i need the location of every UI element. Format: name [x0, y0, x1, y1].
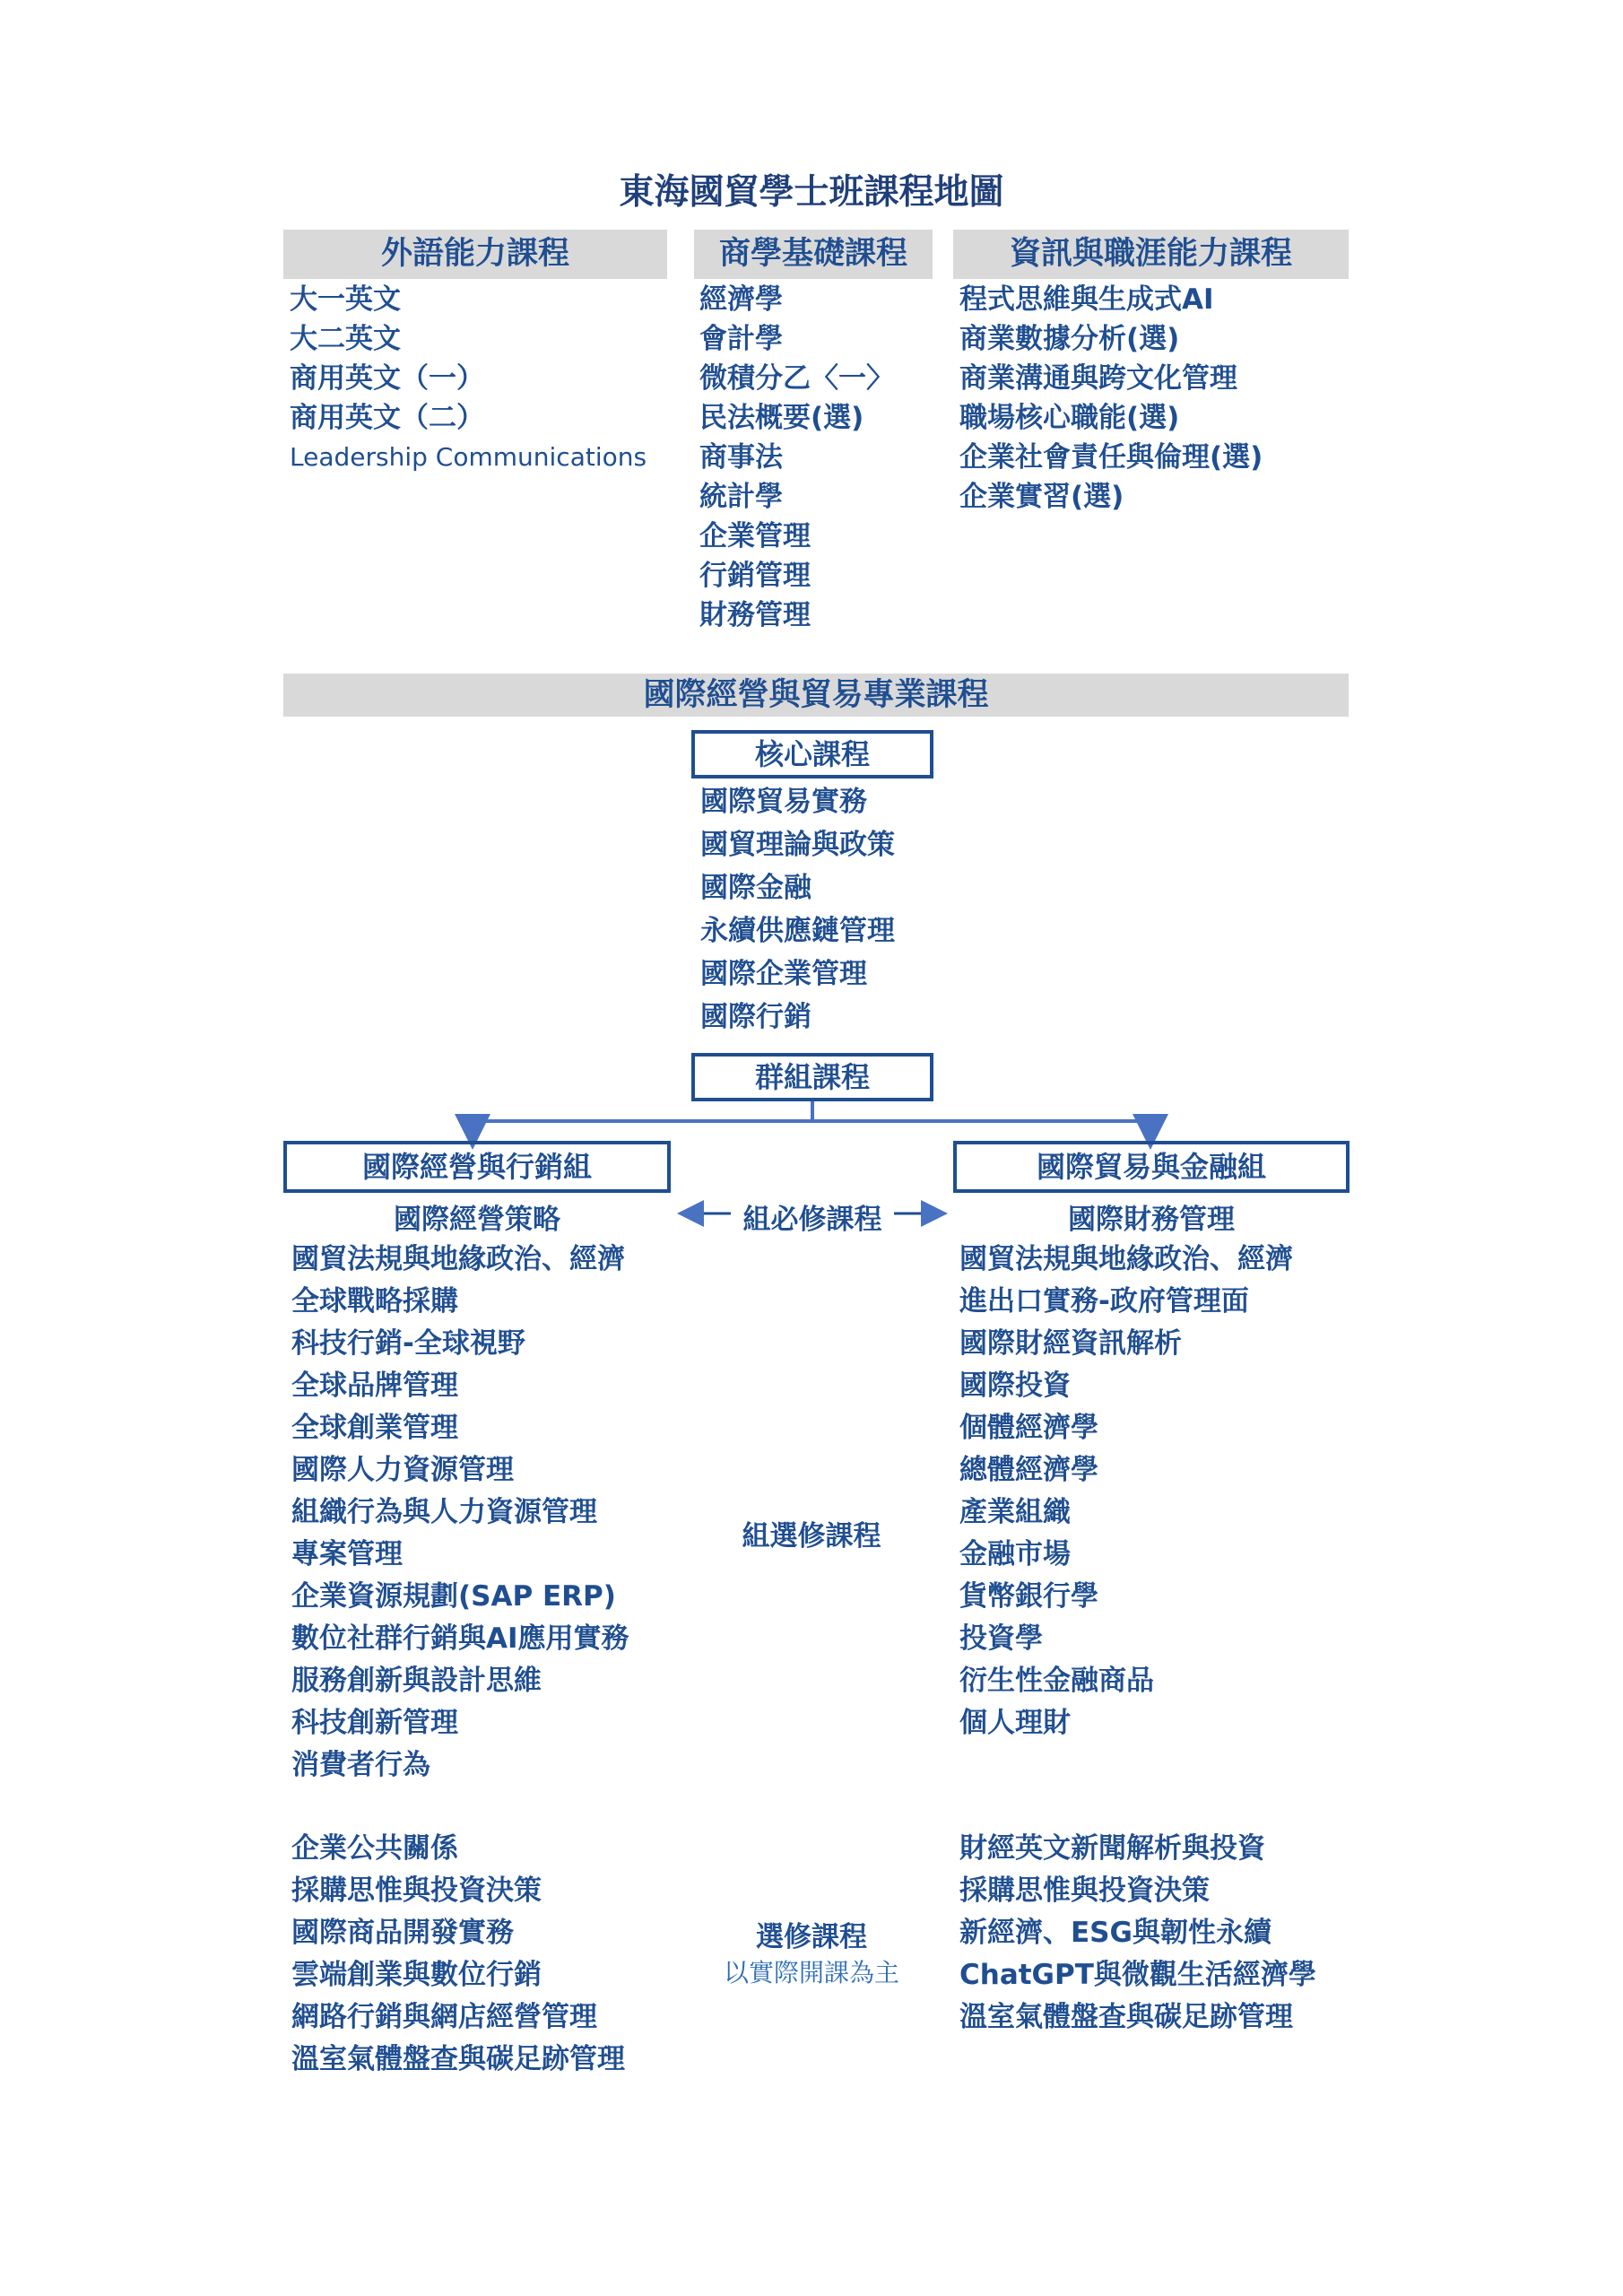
list-item: 會計學 [699, 323, 783, 355]
list-item: 採購思惟與投資決策 [959, 1874, 1210, 1907]
group-courses-box: 群組課程 [691, 1053, 933, 1101]
list-item: 企業公共關係 [291, 1832, 458, 1865]
list-item: 新經濟、ESG與韌性永續 [959, 1917, 1271, 1949]
list-item: 國貿法規與地緣政治、經濟 [291, 1243, 625, 1275]
list-item: 商業數據分析(選) [959, 323, 1180, 355]
list-item: 國際投資 [959, 1370, 1071, 1402]
list-item: 企業資源規劃(SAP ERP) [291, 1580, 616, 1613]
header-professional: 國際經營與貿易專業課程 [283, 674, 1349, 717]
list-item: 統計學 [699, 481, 783, 513]
list-item: 雲端創業與數位行銷 [291, 1959, 542, 1991]
optional-courses-note: 以實際開課為主 [723, 1958, 899, 1987]
list-item: 職場核心職能(選) [959, 402, 1180, 434]
list-item: 國貿理論與政策 [700, 829, 895, 861]
list-item: 投資學 [959, 1622, 1043, 1655]
list-item: ChatGPT與微觀生活經濟學 [959, 1959, 1316, 1991]
elective-courses-label: 組選修課程 [742, 1520, 881, 1552]
list-item: 個人理財 [959, 1707, 1071, 1739]
list-item: 貨幣銀行學 [959, 1580, 1098, 1613]
list-item: 國際貿易實務 [700, 786, 867, 818]
list-item: 財經英文新聞解析與投資 [959, 1832, 1265, 1865]
list-item: 大一英文 [290, 283, 401, 316]
list-item: 組織行為與人力資源管理 [291, 1496, 597, 1528]
list-item: 國貿法規與地緣政治、經濟 [959, 1243, 1293, 1275]
list-item: 溫室氣體盤查與碳足跡管理 [959, 2001, 1293, 2033]
list-item: 總體經濟學 [959, 1454, 1098, 1486]
list-item: 國際財經資訊解析 [959, 1327, 1182, 1360]
list-item: 國際行銷 [700, 1001, 812, 1033]
page-title: 東海國貿學士班課程地圖 [619, 172, 1004, 213]
list-item: 國際人力資源管理 [291, 1454, 514, 1486]
left-required-course: 國際經營策略 [394, 1204, 560, 1236]
left-optional-list [291, 1828, 625, 2081]
list-item: 服務創新與設計思維 [291, 1665, 542, 1697]
list-item: 科技創新管理 [291, 1707, 458, 1739]
list-item: 商業溝通與跨文化管理 [959, 362, 1237, 395]
list-item: 產業組織 [959, 1496, 1071, 1528]
list-item: 民法概要(選) [699, 402, 864, 434]
required-courses-label: 組必修課程 [742, 1204, 882, 1236]
header-it-career: 資訊與職涯能力課程 [953, 230, 1349, 279]
list-item: 國際企業管理 [700, 958, 867, 990]
list-item: 衍生性金融商品 [959, 1665, 1154, 1697]
list-item: 商事法 [699, 441, 783, 474]
list-item: 企業管理 [699, 520, 811, 552]
list-item: 溫室氣體盤查與碳足跡管理 [291, 2043, 625, 2075]
list-item: 專案管理 [291, 1538, 403, 1570]
list-item: 微積分乙〈一〉 [699, 362, 894, 395]
list-item: 商用英文（一） [290, 362, 484, 395]
list-item: 網路行銷與網店經營管理 [291, 2001, 597, 2033]
list-item: 全球戰略採購 [291, 1285, 458, 1318]
list-item: 消費者行為 [291, 1749, 430, 1781]
core-courses-box: 核心課程 [691, 730, 933, 778]
list-item: 全球品牌管理 [291, 1370, 458, 1402]
header-business-basics: 商學基礎課程 [694, 230, 933, 279]
list-item: 採購思惟與投資決策 [291, 1874, 542, 1907]
left-electives-list [291, 1239, 629, 1787]
list-item: Leadership Communications [290, 442, 647, 472]
list-item: 程式思維與生成式AI [959, 283, 1214, 316]
list-item: 永續供應鏈管理 [700, 915, 895, 947]
list-item: 數位社群行銷與AI應用實務 [291, 1622, 629, 1655]
list-item: 企業實習(選) [959, 481, 1124, 513]
list-item: 國際金融 [700, 872, 812, 904]
list-item: 商用英文（二） [290, 402, 484, 434]
right-required-course: 國際財務管理 [1068, 1204, 1235, 1236]
list-item: 進出口實務-政府管理面 [959, 1285, 1249, 1318]
list-item: 大二英文 [290, 323, 401, 355]
list-item: 行銷管理 [699, 560, 811, 592]
group-right-box: 國際貿易與金融組 [953, 1141, 1350, 1193]
list-item: 經濟學 [699, 283, 783, 316]
list-item: 金融市場 [959, 1538, 1071, 1570]
group-left-box: 國際經營與行銷組 [283, 1141, 671, 1193]
right-optional-list [959, 1828, 1316, 2039]
right-electives-list [959, 1239, 1293, 1744]
optional-courses-label: 選修課程 [756, 1921, 867, 1953]
list-item: 企業社會責任與倫理(選) [959, 441, 1263, 474]
list-item: 個體經濟學 [959, 1412, 1098, 1444]
header-foreign-language: 外語能力課程 [283, 230, 667, 279]
list-item: 財務管理 [699, 599, 811, 631]
list-item: 科技行銷-全球視野 [291, 1327, 525, 1360]
list-item: 國際商品開發實務 [291, 1917, 514, 1949]
list-item: 全球創業管理 [291, 1412, 458, 1444]
